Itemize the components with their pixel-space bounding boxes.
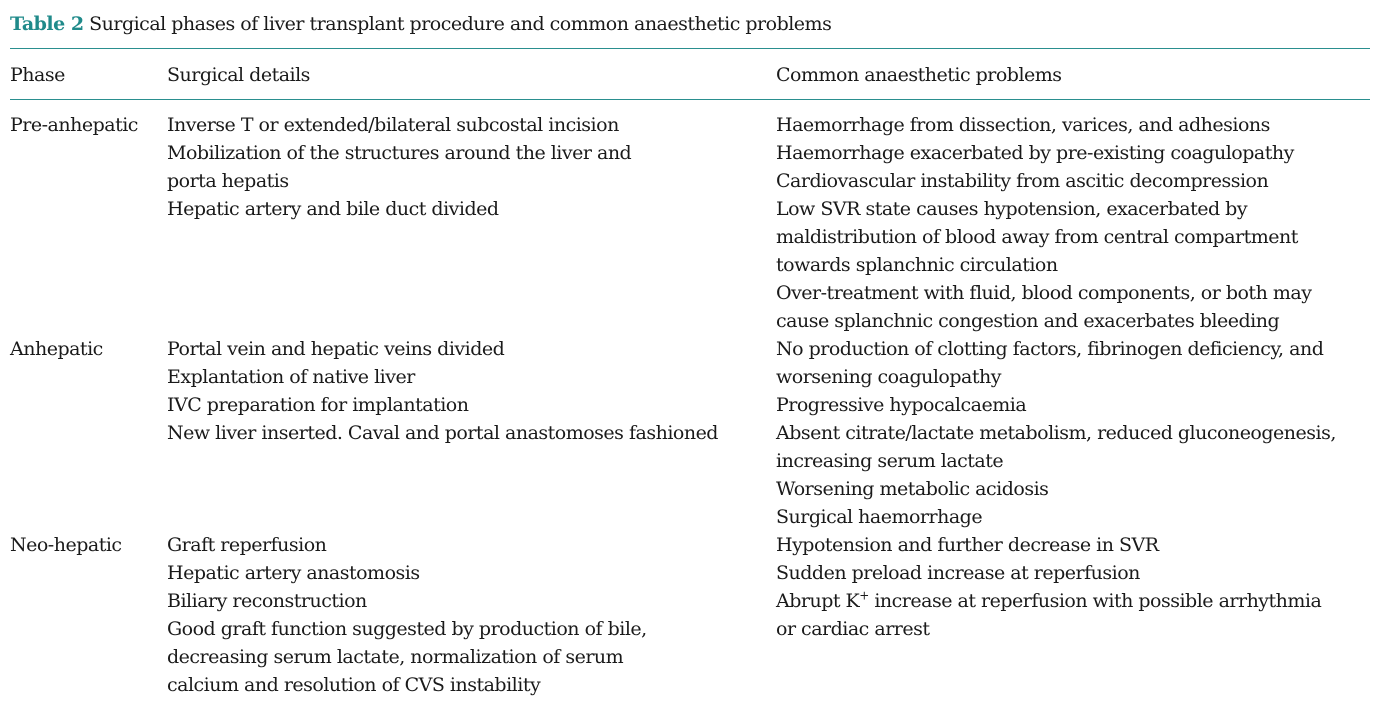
problems-cell <box>776 111 1387 335</box>
phase-cell: Pre-anhepatic <box>10 114 138 136</box>
detail-item: IVC preparation for implantation <box>167 394 469 416</box>
details-cell <box>167 111 787 223</box>
detail-item: Explantation of native liver <box>167 366 415 388</box>
top-rule <box>10 48 1370 49</box>
problem-item: Hypotension and further decrease in SVR <box>776 534 1159 556</box>
detail-item: Biliary reconstruction <box>167 590 367 612</box>
problem-item: Over-treatment with fluid, blood components, or both may cause splanchnic congestion and exacerbates bleeding <box>776 282 1312 332</box>
header-anaesthetic-problems: Common anaesthetic problems <box>776 64 1062 86</box>
problem-item: Sudden preload increase at reperfusion <box>776 562 1140 584</box>
problem-item: Low SVR state causes hypotension, exacerbated by maldistribution of blood away from central compartment towards splanchnic circulation <box>776 198 1298 276</box>
problem-item: Abrupt K+ increase at reperfusion with possible arrhythmia or cardiac arrest <box>776 588 1322 640</box>
superscript-plus: + <box>859 588 869 603</box>
header-phase: Phase <box>10 64 65 86</box>
problem-item: Progressive hypocalcaemia <box>776 394 1027 416</box>
problem-item: Surgical haemorrhage <box>776 506 983 528</box>
detail-item: Inverse T or extended/bilateral subcostal incision <box>167 114 619 136</box>
table-row-pre-anhepatic <box>0 111 1387 335</box>
problem-item: Cardiovascular instability from ascitic decompression <box>776 170 1269 192</box>
problem-item: Worsening metabolic acidosis <box>776 478 1049 500</box>
detail-item: Hepatic artery anastomosis <box>167 562 420 584</box>
phase-cell: Neo-hepatic <box>10 534 122 556</box>
phase-cell: Anhepatic <box>10 338 103 360</box>
table-header-row <box>0 61 1387 89</box>
problem-item: Haemorrhage exacerbated by pre-existing coagulopathy <box>776 142 1294 164</box>
details-cell <box>167 335 787 447</box>
problems-cell <box>776 531 1387 643</box>
table-caption <box>10 12 831 36</box>
problems-cell <box>776 335 1387 531</box>
problem-item: Absent citrate/lactate metabolism, reduced gluconeogenesis, increasing serum lactate <box>776 422 1336 472</box>
detail-item: Mobilization of the structures around the liver and porta hepatis <box>167 142 632 192</box>
table-row-anhepatic <box>0 335 1387 531</box>
header-rule <box>10 99 1370 100</box>
table-row-neo-hepatic <box>0 531 1387 699</box>
problem-item: No production of clotting factors, fibrinogen deficiency, and worsening coagulopathy <box>776 338 1324 388</box>
problem-item: Haemorrhage from dissection, varices, and adhesions <box>776 114 1270 136</box>
detail-item: Graft reperfusion <box>167 534 327 556</box>
details-cell <box>167 531 787 699</box>
detail-item: New liver inserted. Caval and portal anastomoses fashioned <box>167 422 718 444</box>
detail-item: Hepatic artery and bile duct divided <box>167 198 499 220</box>
detail-item: Good graft function suggested by production of bile, decreasing serum lactate, normalization of serum calcium and resolution of CVS instability <box>167 618 647 696</box>
table-label: Table 2 <box>10 13 84 35</box>
table-title: Surgical phases of liver transplant procedure and common anaesthetic problems <box>89 13 832 35</box>
header-surgical-details: Surgical details <box>167 64 310 86</box>
detail-item: Portal vein and hepatic veins divided <box>167 338 505 360</box>
